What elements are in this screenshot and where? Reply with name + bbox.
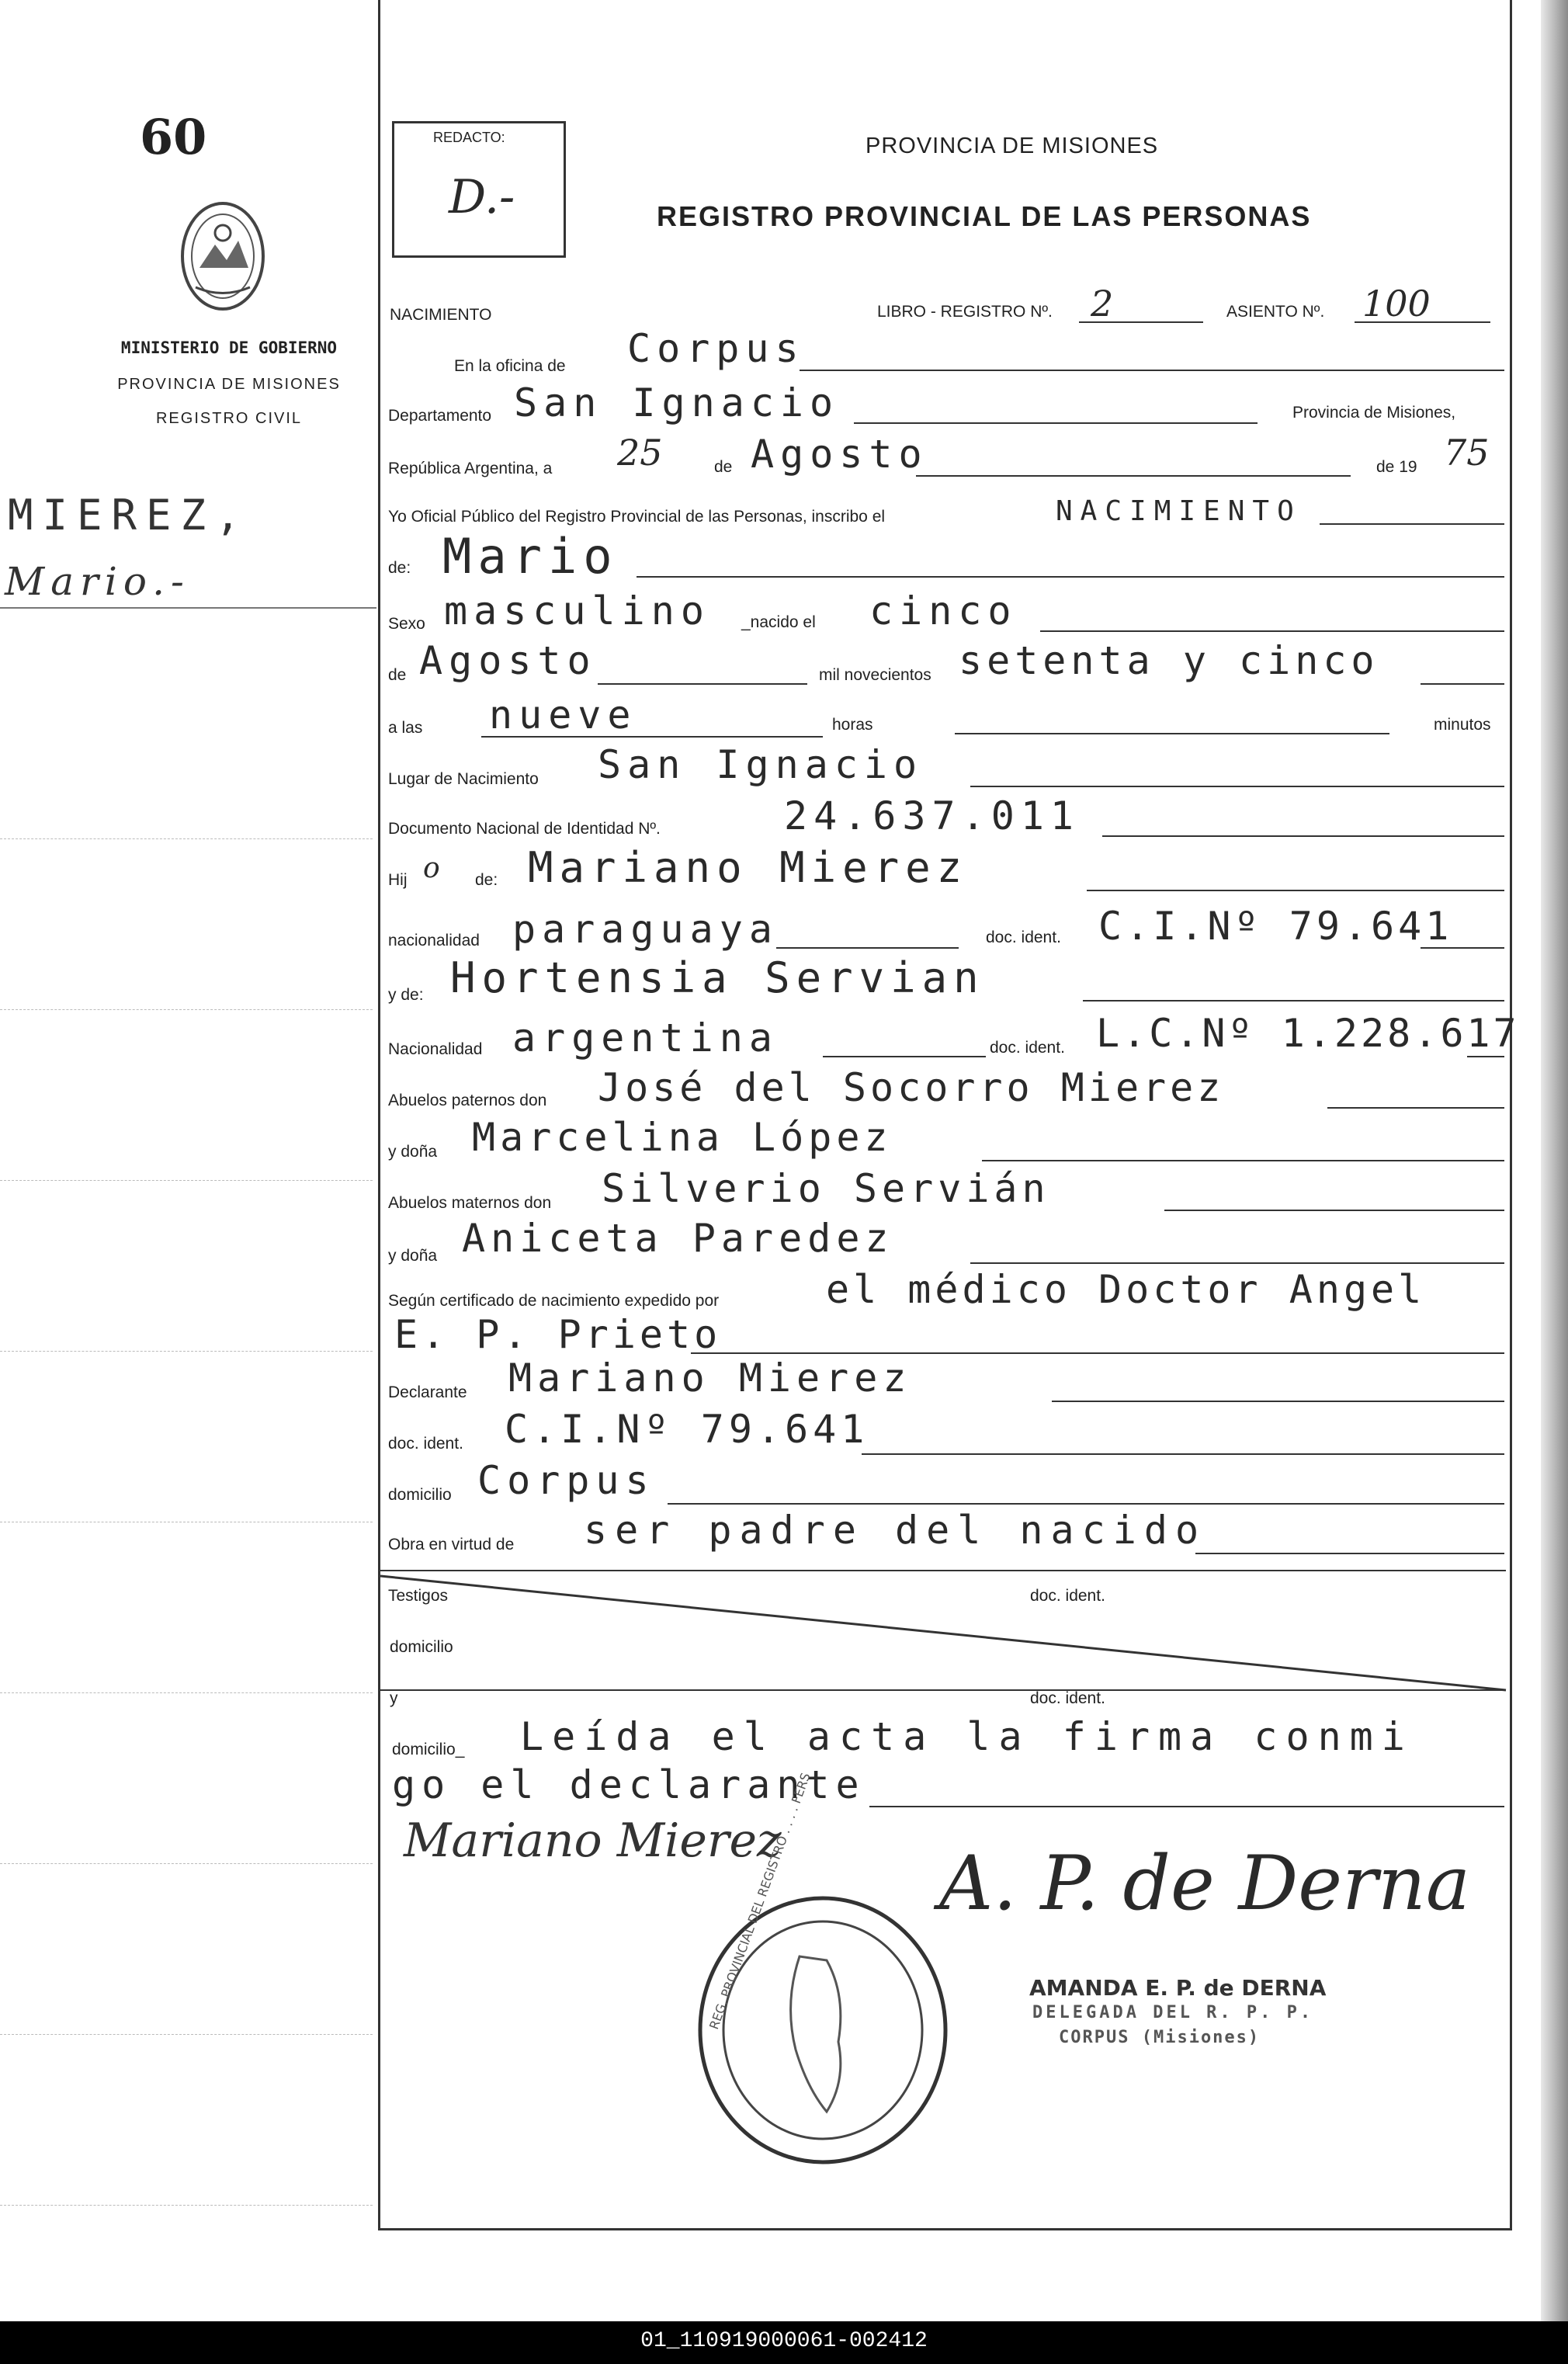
doc-decl-value: C.I.Nº 79.641 <box>505 1407 869 1452</box>
field-line <box>970 786 1504 787</box>
ruled-line <box>0 2205 373 2206</box>
inscribo-value: NACIMIENTO <box>1056 495 1302 527</box>
field-line <box>1327 1107 1504 1109</box>
field-line <box>691 1352 1504 1354</box>
ruled-line <box>0 2034 373 2035</box>
sexo-label: Sexo <box>388 615 425 633</box>
declarante-signature: Mariano Mierez <box>404 1814 782 1868</box>
hora-value: nueve <box>489 693 637 738</box>
madre-value: Hortensia Servian <box>450 953 985 1002</box>
field-line <box>1079 321 1203 323</box>
hijo-de-label: de: <box>475 871 498 889</box>
nac-madre-value: argentina <box>512 1015 779 1061</box>
mes-value: Agosto <box>751 432 928 477</box>
oficial-label: Yo Oficial Público del Registro Provincial de las Personas, inscribo el <box>388 508 886 526</box>
field-line <box>1102 835 1504 837</box>
field-line <box>1087 890 1504 891</box>
header-province: PROVINCIA DE MISIONES <box>866 134 1159 158</box>
nacido-label: _nacido el <box>741 613 816 631</box>
footer-id: 01_110919000061-002412 <box>640 2329 928 2353</box>
nacido-anio-value: setenta y cinco <box>959 638 1379 683</box>
ministry-title: MINISTERIO DE GOBIERNO <box>120 338 338 357</box>
domicilio2-label: domicilio <box>390 1638 453 1656</box>
doc-test2-label: doc. ident. <box>1030 1689 1105 1707</box>
field-line <box>1052 1401 1504 1402</box>
header-registry: REGISTRO PROVINCIAL DE LAS PERSONAS <box>657 200 1312 232</box>
margin-given-name: Mario.- <box>5 559 190 604</box>
ruled-line <box>0 1180 373 1181</box>
certificado-value-2: E. P. Prieto <box>394 1312 722 1357</box>
departamento-value: San Ignacio <box>514 380 840 425</box>
margin-separator <box>0 607 376 609</box>
horas-label: horas <box>832 716 873 734</box>
record-type: NACIMIENTO <box>390 306 492 324</box>
field-line <box>598 683 807 685</box>
obra-label: Obra en virtud de <box>388 1536 515 1553</box>
redacto-label: REDACTO: <box>433 130 505 145</box>
field-line <box>982 1160 1504 1161</box>
redacto-value: D.- <box>449 170 515 224</box>
field-line <box>955 733 1389 734</box>
domicilio-label: domicilio <box>388 1486 452 1504</box>
nombre-value: Mario <box>442 528 619 585</box>
stamp-place: CORPUS (Misiones) <box>1059 2028 1261 2047</box>
seal-text: REG. PROVINCIAL DEL REGISTRO . . . . FERS <box>706 1770 813 2032</box>
field-line <box>800 370 1504 371</box>
abuela-mat-value: Aniceta Paredez <box>462 1216 894 1261</box>
field-line <box>823 1056 986 1057</box>
dni-value: 24.637.011 <box>784 793 1081 838</box>
field-line <box>1467 1056 1504 1057</box>
official-signature: A. P. de Derna <box>939 1840 1471 1927</box>
obra-value: ser padre del nacido <box>584 1508 1207 1553</box>
field-line <box>637 576 1504 578</box>
lugar-value: San Ignacio <box>598 742 924 787</box>
nacido-mes-value: Agosto <box>419 638 597 683</box>
dia-value: 25 <box>617 432 663 474</box>
padre-value: Mariano Mierez <box>528 843 969 892</box>
field-line <box>1421 947 1504 949</box>
dona-mat-label: y doña <box>388 1247 438 1265</box>
asiento-value: 100 <box>1362 283 1431 325</box>
field-line <box>1320 523 1504 525</box>
nac-padre-value: paraguaya <box>512 907 779 952</box>
ministry-registry: REGISTRO CIVIL <box>155 410 303 427</box>
cierre-value: Leída el acta la firma conmi <box>520 1714 1414 1759</box>
nac-padre-label: nacionalidad <box>388 932 480 949</box>
de-nombre-label: de: <box>388 559 411 577</box>
strike-through-line <box>380 1570 1507 1694</box>
hijo-label: Hij <box>388 871 408 889</box>
ruled-line <box>0 1863 373 1864</box>
anio-value: 75 <box>1444 432 1490 474</box>
y-label: y <box>390 1689 398 1707</box>
stamp-name: AMANDA E. P. de DERNA <box>1029 1975 1327 2001</box>
section-divider <box>380 1689 1506 1691</box>
de2-label: de <box>388 666 407 684</box>
doc-decl-label: doc. ident. <box>388 1435 463 1453</box>
abuelo-mat-value: Silverio Servián <box>602 1166 1050 1211</box>
abuelos-pat-label: Abuelos paternos don <box>388 1092 547 1109</box>
doc-madre-value: L.C.Nº 1.228.617 <box>1096 1011 1520 1056</box>
field-line <box>1421 683 1504 685</box>
declarante-value: Mariano Mierez <box>508 1356 912 1401</box>
field-line <box>1040 630 1504 632</box>
libro-label: LIBRO - REGISTRO Nº. <box>877 303 1053 321</box>
official-seal-stamp <box>691 1887 955 2174</box>
abuela-pat-value: Marcelina López <box>472 1115 893 1160</box>
dni-label: Documento Nacional de Identidad Nº. <box>388 820 661 838</box>
dona-pat-label: y doña <box>388 1143 438 1161</box>
doc-padre-label: doc. ident. <box>986 929 1061 946</box>
republica-label: República Argentina, a <box>388 460 553 477</box>
domicilio3-label: domicilio_ <box>392 1741 465 1758</box>
certificado-label: Según certificado de nacimiento expedido por <box>388 1292 720 1310</box>
ruled-line <box>0 838 373 839</box>
ruled-line <box>0 1009 373 1010</box>
de-label: de <box>714 458 733 476</box>
stamp-role: DELEGADA DEL R. P. P. <box>1032 2003 1314 2022</box>
sexo-value: masculino <box>444 588 710 634</box>
redacto-box <box>392 121 566 258</box>
field-line <box>668 1503 1504 1505</box>
page-number: 60 <box>140 109 207 165</box>
declarante-label: Declarante <box>388 1383 467 1401</box>
ruled-line <box>0 1351 373 1352</box>
anio-label: de 19 <box>1376 458 1417 476</box>
field-line <box>481 736 823 738</box>
ruled-line <box>0 1692 373 1693</box>
field-line <box>970 1262 1504 1264</box>
libro-value: 2 <box>1091 283 1114 325</box>
domicilio-value: Corpus <box>477 1458 655 1503</box>
field-line <box>869 1806 1504 1807</box>
abuelos-mat-label: Abuelos maternos don <box>388 1194 552 1212</box>
field-line <box>862 1453 1504 1455</box>
margin-surname: MIEREZ, <box>8 491 250 540</box>
provincial-seal-icon <box>172 194 273 318</box>
field-line <box>854 422 1258 424</box>
nacido-dia-value: cinco <box>869 588 1018 634</box>
hijo-suffix: o <box>423 852 440 884</box>
oficina-value: Corpus <box>627 326 805 371</box>
departamento-label: Departamento <box>388 407 492 425</box>
mil-label: mil novecientos <box>819 666 931 684</box>
testigos-label: Testigos <box>388 1587 449 1605</box>
oficina-label: En la oficina de <box>454 357 566 375</box>
cierre-value-2: go el declarante <box>392 1762 866 1807</box>
provincia-label: Provincia de Misiones, <box>1292 404 1456 422</box>
doc-padre-value: C.I.Nº 79.641 <box>1098 904 1453 949</box>
doc-madre-label: doc. ident. <box>990 1039 1065 1057</box>
asiento-label: ASIENTO Nº. <box>1226 303 1325 321</box>
lugar-label: Lugar de Nacimiento <box>388 770 539 788</box>
field-line <box>1355 321 1490 323</box>
field-line <box>1195 1553 1504 1554</box>
alas-label: a las <box>388 719 423 737</box>
field-line <box>916 475 1351 477</box>
page-edge-shadow <box>1541 0 1568 2321</box>
nac-madre-label: Nacionalidad <box>388 1040 483 1058</box>
ministry-province: PROVINCIA DE MISIONES <box>117 376 341 393</box>
field-line <box>1083 1000 1504 1001</box>
doc-test-label: doc. ident. <box>1030 1587 1105 1605</box>
field-line <box>1164 1210 1504 1211</box>
minutos-label: minutos <box>1434 716 1491 734</box>
certificado-value: el médico Doctor Angel <box>826 1267 1426 1312</box>
abuelo-pat-value: José del Socorro Mierez <box>598 1065 1225 1110</box>
yde-label: y de: <box>388 986 424 1004</box>
field-line <box>776 947 959 949</box>
